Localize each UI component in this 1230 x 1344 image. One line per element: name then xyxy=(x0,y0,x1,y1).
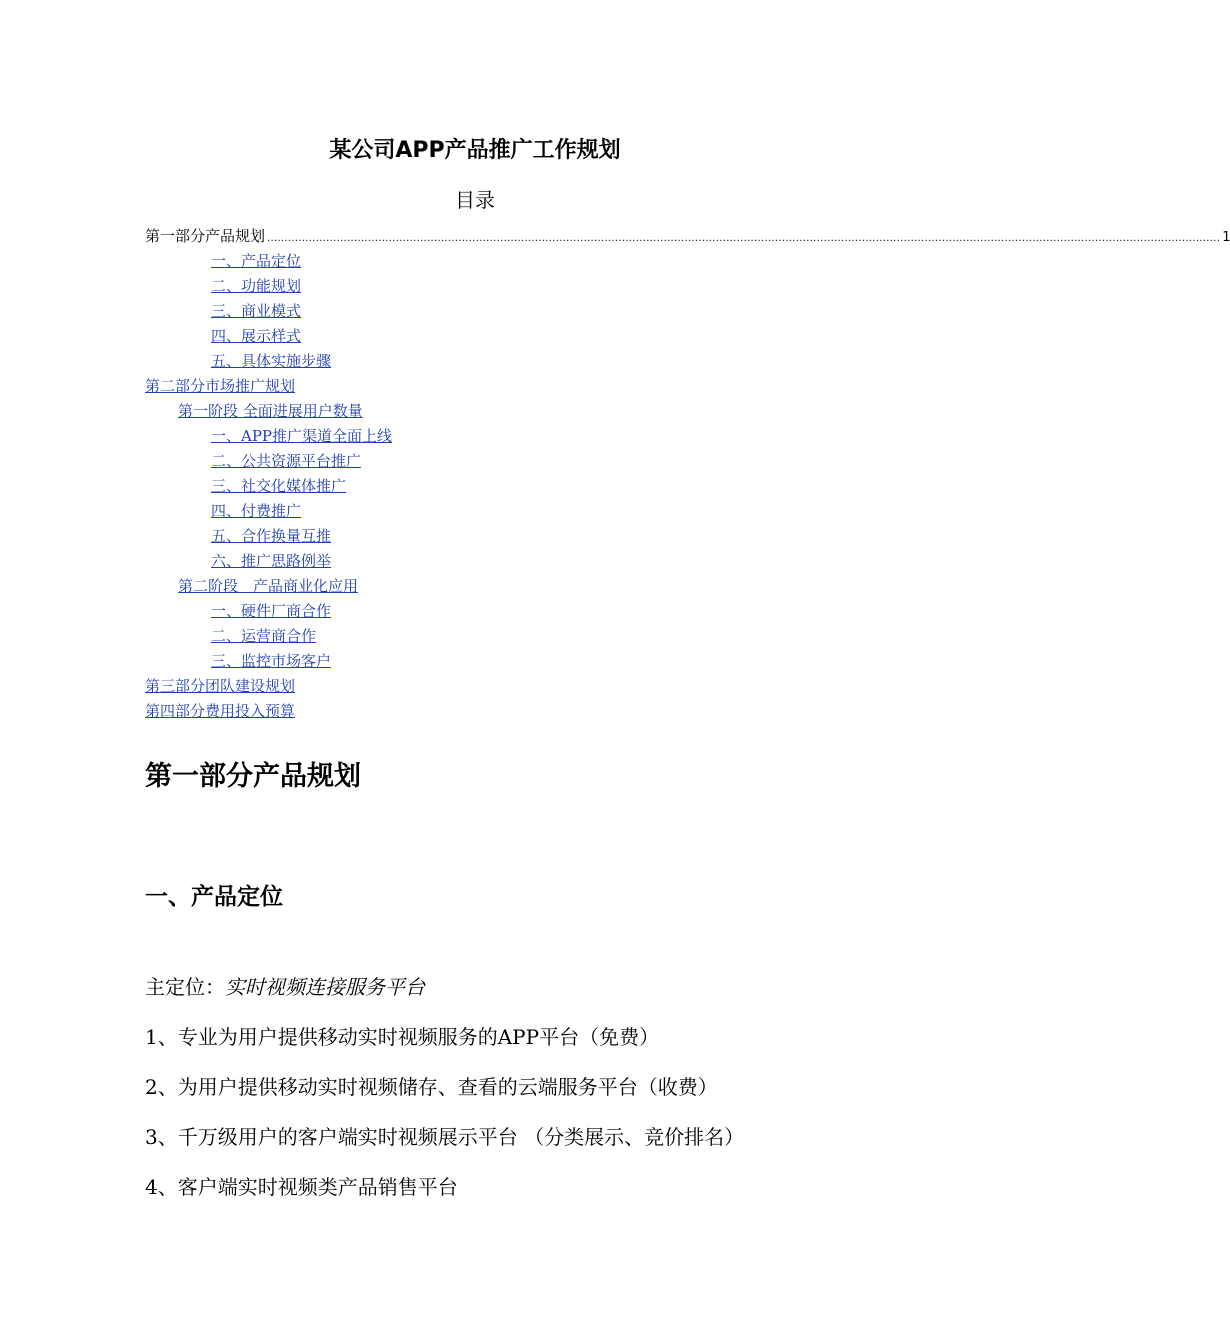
section-heading: 第一部分产品规划 xyxy=(145,761,361,792)
main-positioning-label: 主定位： xyxy=(145,975,225,999)
positioning-point: 3、千万级用户的客户端实时视频展示平台 （分类展示、竞价排名） xyxy=(145,1125,745,1149)
toc-entry[interactable]: 二、运营商合作 xyxy=(211,627,317,645)
toc-entry[interactable]: 第四部分费用投入预算 xyxy=(145,702,296,720)
toc-entry[interactable]: 第二阶段 产品商业化应用 xyxy=(178,577,359,595)
toc-entry[interactable]: 第一阶段 全面进展用户数量 xyxy=(178,402,363,420)
toc-entry[interactable]: 一、硬件厂商合作 xyxy=(211,602,332,620)
toc-entry[interactable]: 第二部分市场推广规划 xyxy=(145,377,296,395)
positioning-point: 1、专业为用户提供移动实时视频服务的APP平台（免费） xyxy=(145,1025,660,1049)
toc-heading: 目录 xyxy=(455,188,495,212)
toc-entry[interactable]: 四、展示样式 xyxy=(211,327,302,345)
main-positioning xyxy=(145,972,425,1002)
toc-entry[interactable]: 五、具体实施步骤 xyxy=(211,352,332,370)
toc-entry[interactable]: 三、社交化媒体推广 xyxy=(211,477,347,495)
toc-entry[interactable]: 第三部分团队建设规划 xyxy=(145,677,296,695)
toc-entry-label: 第一部分产品规划 xyxy=(145,227,266,245)
main-positioning-value: 实时视频连接服务平台 xyxy=(225,975,425,999)
toc-entry-part-one[interactable] xyxy=(145,226,1230,249)
toc-entry[interactable]: 三、商业模式 xyxy=(211,302,302,320)
document-title: 某公司APP产品推广工作规划 xyxy=(329,138,621,163)
toc-entry[interactable]: 二、公共资源平台推广 xyxy=(211,452,362,470)
toc-entry[interactable]: 四、付费推广 xyxy=(211,502,302,520)
toc-entry[interactable]: 二、功能规划 xyxy=(211,277,302,295)
positioning-point: 2、为用户提供移动实时视频储存、查看的云端服务平台（收费） xyxy=(145,1075,718,1099)
toc-entry[interactable]: 六、推广思路例举 xyxy=(211,552,332,570)
toc-entry[interactable]: 五、合作换量互推 xyxy=(211,527,332,545)
toc-entry[interactable]: 三、监控市场客户 xyxy=(211,652,332,670)
toc-dot-leader: .................................................................................................................................................................................................................................................................................. xyxy=(267,233,1221,244)
subsection-heading: 一、产品定位 xyxy=(145,884,283,910)
toc-entry[interactable]: 一、产品定位 xyxy=(211,252,302,270)
positioning-point: 4、客户端实时视频类产品销售平台 xyxy=(145,1175,458,1199)
toc-page-number: 1 xyxy=(1222,230,1230,245)
toc-entry[interactable]: 一、APP推广渠道全面上线 xyxy=(211,427,393,445)
